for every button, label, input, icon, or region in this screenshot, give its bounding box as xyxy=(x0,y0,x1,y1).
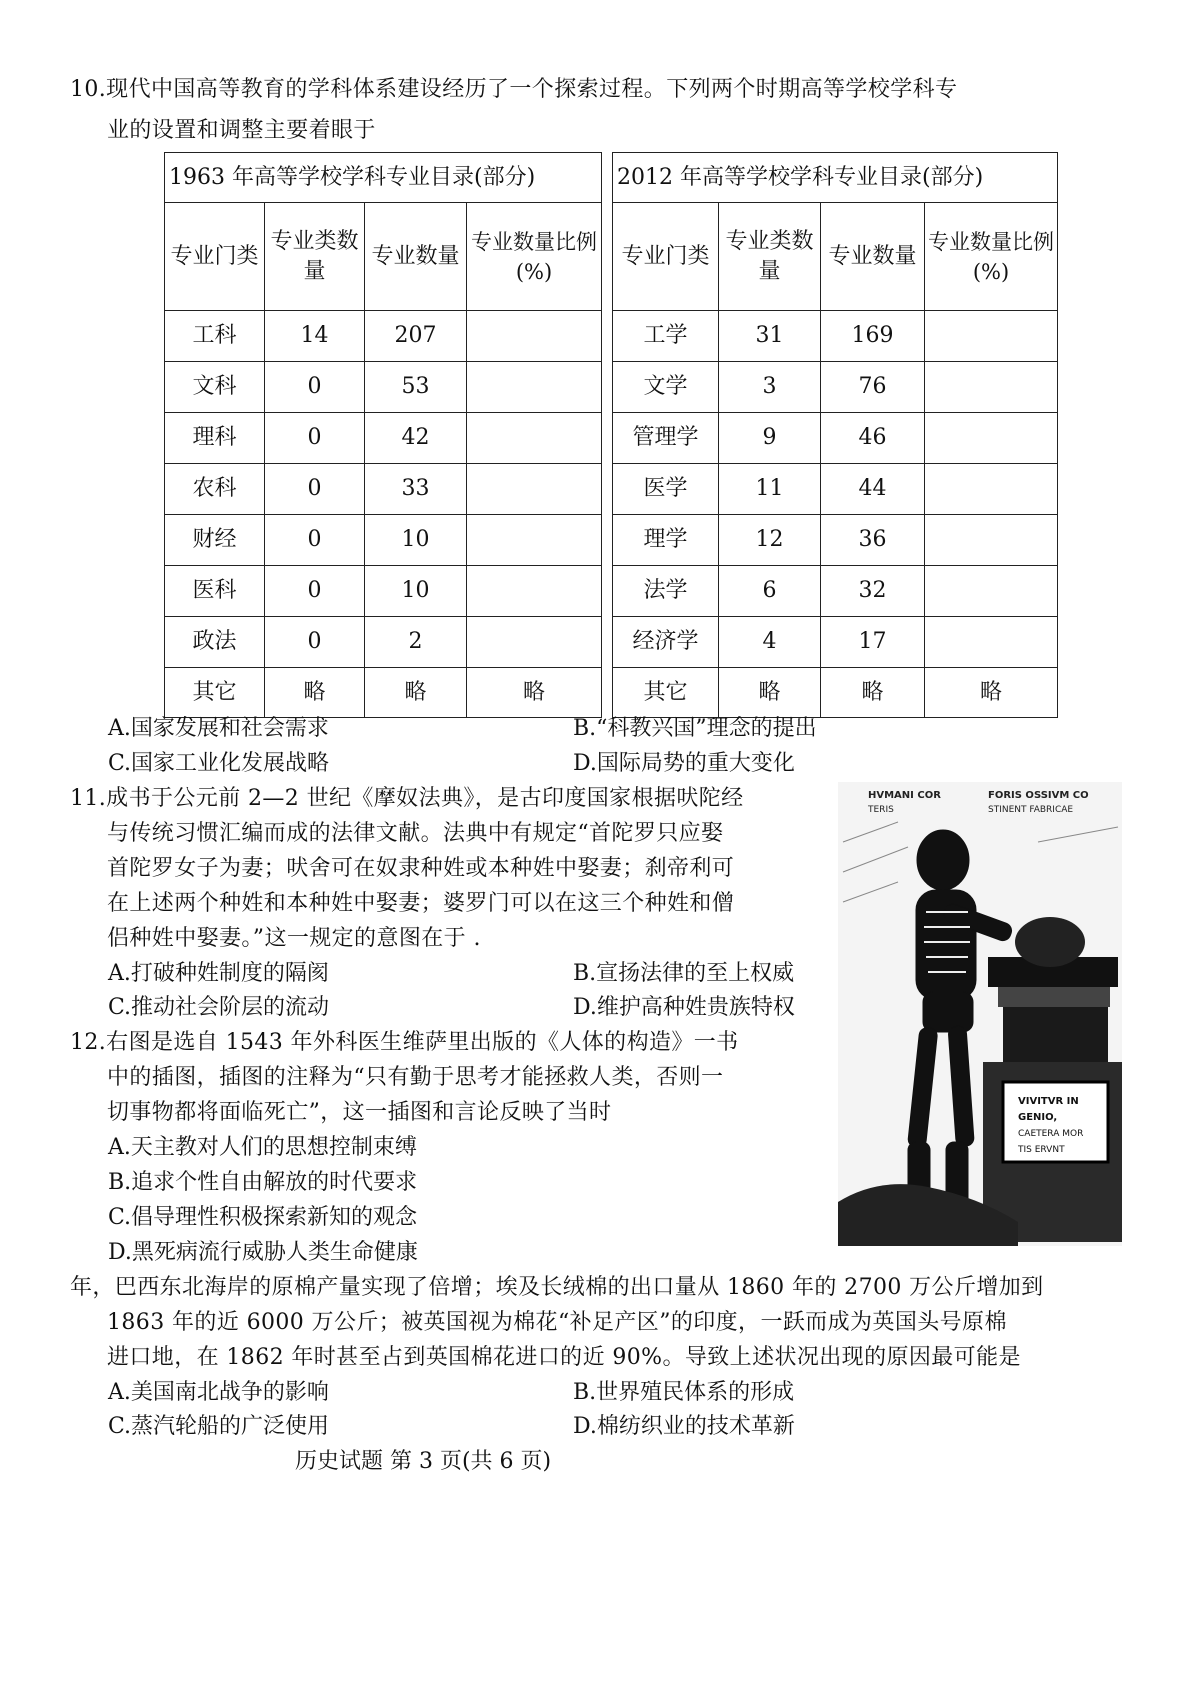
table-cell: 207 xyxy=(365,311,467,362)
table-cell: 略 xyxy=(265,668,365,718)
table-cell: 财经 xyxy=(165,515,265,566)
table-cell: 0 xyxy=(265,515,365,566)
q13-option-c[interactable]: C.蒸汽轮船的广泛使用 xyxy=(108,1414,330,1439)
q10-option-c[interactable]: C.国家工业化发展战略 xyxy=(108,751,330,776)
table-cell: 略 xyxy=(365,668,467,718)
table-cell xyxy=(467,464,602,515)
table-row xyxy=(165,668,602,718)
table-cell: 36 xyxy=(821,515,925,566)
q10-stem-line-1: 10.现代中国高等教育的学科体系建设经历了一个探索过程。下列两个时期高等学校学科专 xyxy=(70,77,958,102)
table-cell xyxy=(925,413,1058,464)
table-cell xyxy=(925,362,1058,413)
table-cell: 0 xyxy=(265,617,365,668)
q12-option-a[interactable]: A.天主教对人们的思想控制束缚 xyxy=(108,1135,417,1160)
table-row xyxy=(613,566,1058,617)
table-cell: 0 xyxy=(265,566,365,617)
table-cell: 略 xyxy=(821,668,925,718)
table-row xyxy=(613,464,1058,515)
table-cell: 33 xyxy=(365,464,467,515)
q10-option-b[interactable]: B.“科教兴国”理念的提出 xyxy=(573,716,817,741)
q11-option-d[interactable]: D.维护高种姓贵族特权 xyxy=(573,995,795,1020)
table-cell: 理学 xyxy=(613,515,719,566)
table-cell: 4 xyxy=(719,617,821,668)
table-cell: 农科 xyxy=(165,464,265,515)
table-cell: 略 xyxy=(467,668,602,718)
table-cell: 0 xyxy=(265,362,365,413)
table-cell: 32 xyxy=(821,566,925,617)
table-cell xyxy=(925,515,1058,566)
table-cell: 9 xyxy=(719,413,821,464)
table-cell: 169 xyxy=(821,311,925,362)
table-cell: 医科 xyxy=(165,566,265,617)
table-cell: 政法 xyxy=(165,617,265,668)
table-cell: 工学 xyxy=(613,311,719,362)
figure-plaque-line-1: VIVITVR IN xyxy=(1018,1096,1079,1107)
table-cell: 略 xyxy=(719,668,821,718)
table-cell: 11 xyxy=(719,464,821,515)
q10-stem-line-2: 业的设置和调整主要着眼于 xyxy=(107,118,376,143)
table-cell: 文科 xyxy=(165,362,265,413)
table-1963-header-class-count: 专业类数量 xyxy=(265,203,365,311)
table-cell: 管理学 xyxy=(613,413,719,464)
q11-option-c[interactable]: C.推动社会阶层的流动 xyxy=(108,995,330,1020)
table-cell: 法学 xyxy=(613,566,719,617)
q12-stem-line-3: 切事物都将面临死亡”，这一插图和言论反映了当时 xyxy=(107,1100,612,1125)
table-1963-majors xyxy=(164,152,602,718)
table-row xyxy=(613,362,1058,413)
figure-caption-top-3: TERIS xyxy=(868,805,894,815)
table-cell: 理科 xyxy=(165,413,265,464)
table-cell xyxy=(925,617,1058,668)
q13-stem-line-3: 进口地，在 1862 年时甚至占到英国棉花进口的近 90%。导致上述状况出现的原因最可能是 xyxy=(107,1345,1021,1370)
table-cell: 经济学 xyxy=(613,617,719,668)
table-cell: 10 xyxy=(365,566,467,617)
table-cell: 44 xyxy=(821,464,925,515)
table-row xyxy=(613,617,1058,668)
q13-option-d[interactable]: D.棉纺织业的技术革新 xyxy=(573,1414,795,1439)
q11-stem-line-3: 首陀罗女子为妻；吠舍可在奴隶种姓或本种姓中娶妻；刹帝利可 xyxy=(107,856,735,881)
table-cell: 31 xyxy=(719,311,821,362)
table-cell: 53 xyxy=(365,362,467,413)
table-row xyxy=(165,362,602,413)
table-2012-title: 2012 年高等学校学科专业目录(部分) xyxy=(613,153,1058,203)
table-cell: 42 xyxy=(365,413,467,464)
figure-plaque-line-2: GENIO, xyxy=(1018,1112,1058,1123)
table-row xyxy=(165,617,602,668)
q11-stem-line-5: 侣种姓中娶妻。”这一规定的意图在于 . xyxy=(107,926,481,951)
table-2012-header-class-count: 专业类数量 xyxy=(719,203,821,311)
figure-caption-top-1: HVMANI COR xyxy=(868,790,941,801)
table-cell: 其它 xyxy=(165,668,265,718)
table-cell xyxy=(467,515,602,566)
table-cell: 0 xyxy=(265,413,365,464)
table-1963-header-major-count: 专业数量 xyxy=(365,203,467,311)
table-cell xyxy=(467,566,602,617)
q12-stem-line-1: 12.右图是选自 1543 年外科医生维萨里出版的《人体的构造》一书 xyxy=(70,1030,739,1055)
table-1963-header-ratio: 专业数量比例(%) xyxy=(467,203,602,311)
table-cell: 17 xyxy=(821,617,925,668)
table-cell: 略 xyxy=(925,668,1058,718)
q12-option-b[interactable]: B.追求个性自由解放的时代要求 xyxy=(108,1170,418,1195)
q11-option-b[interactable]: B.宣扬法律的至上权威 xyxy=(573,961,795,986)
table-row xyxy=(165,464,602,515)
q12-option-d[interactable]: D.黑死病流行威胁人类生命健康 xyxy=(108,1240,418,1265)
table-row xyxy=(613,311,1058,362)
figure-caption-top-2: FORIS OSSIVM CO xyxy=(988,790,1089,801)
table-cell: 10 xyxy=(365,515,467,566)
figure-plaque-line-3: CAETERA MOR xyxy=(1018,1129,1084,1139)
page-footer: 历史试题 第 3 页(共 6 页) xyxy=(295,1449,552,1474)
table-row xyxy=(613,668,1058,718)
table-cell: 46 xyxy=(821,413,925,464)
table-cell: 其它 xyxy=(613,668,719,718)
table-row xyxy=(165,413,602,464)
table-cell xyxy=(467,311,602,362)
table-row xyxy=(613,515,1058,566)
table-cell: 3 xyxy=(719,362,821,413)
figure-plaque-line-4: TIS ERVNT xyxy=(1018,1145,1065,1155)
table-cell: 2 xyxy=(365,617,467,668)
q13-stem-line-2: 1863 年的近 6000 万公斤；被英国视为棉花“补足产区”的印度，一跃而成为英国头号原棉 xyxy=(107,1310,1007,1335)
table-cell xyxy=(925,566,1058,617)
table-2012-header-major-count: 专业数量 xyxy=(821,203,925,311)
table-cell: 6 xyxy=(719,566,821,617)
q12-option-c[interactable]: C.倡导理性积极探索新知的观念 xyxy=(108,1205,418,1230)
table-cell xyxy=(467,362,602,413)
skeleton-illustration-icon xyxy=(838,782,1122,1246)
table-2012-header-category: 专业门类 xyxy=(613,203,719,311)
q13-option-a[interactable]: A.美国南北战争的影响 xyxy=(108,1380,329,1405)
table-2012-header-ratio: 专业数量比例(%) xyxy=(925,203,1058,311)
q11-stem-line-1: 11.成书于公元前 2—2 世纪《摩奴法典》，是古印度国家根据吠陀经 xyxy=(70,786,744,811)
q11-stem-line-4: 在上述两个种姓和本种姓中娶妻；婆罗门可以在这三个种姓和僧 xyxy=(107,891,735,916)
table-cell: 0 xyxy=(265,464,365,515)
table-1963-header-category: 专业门类 xyxy=(165,203,265,311)
table-row xyxy=(165,566,602,617)
q13-option-b[interactable]: B.世界殖民体系的形成 xyxy=(573,1380,795,1405)
table-cell: 14 xyxy=(265,311,365,362)
table-cell xyxy=(467,617,602,668)
table-cell xyxy=(925,464,1058,515)
table-1963-title: 1963 年高等学校学科专业目录(部分) xyxy=(165,153,602,203)
table-cell xyxy=(467,413,602,464)
q12-stem-line-2: 中的插图，插图的注释为“只有勤于思考才能拯救人类，否则一 xyxy=(107,1065,724,1090)
q13-stem-line-1: 年，巴西东北海岸的原棉产量实现了倍增；埃及长绒棉的出口量从 1860 年的 2700 万公斤增加到 xyxy=(70,1275,1044,1300)
q11-stem-line-2: 与传统习惯汇编而成的法律文献。法典中有规定“首陀罗只应娶 xyxy=(107,821,724,846)
table-cell xyxy=(925,311,1058,362)
table-row xyxy=(165,515,602,566)
table-cell: 工科 xyxy=(165,311,265,362)
table-row xyxy=(165,311,602,362)
table-cell: 12 xyxy=(719,515,821,566)
table-cell: 医学 xyxy=(613,464,719,515)
figure-caption-top-4: STINENT FABRICAE xyxy=(988,805,1074,815)
table-2012-majors xyxy=(612,152,1058,718)
table-cell: 76 xyxy=(821,362,925,413)
q11-option-a[interactable]: A.打破种姓制度的隔阂 xyxy=(108,961,329,986)
table-cell: 文学 xyxy=(613,362,719,413)
q10-option-a[interactable]: A.国家发展和社会需求 xyxy=(108,716,329,741)
q10-option-d[interactable]: D.国际局势的重大变化 xyxy=(573,751,795,776)
table-row xyxy=(613,413,1058,464)
